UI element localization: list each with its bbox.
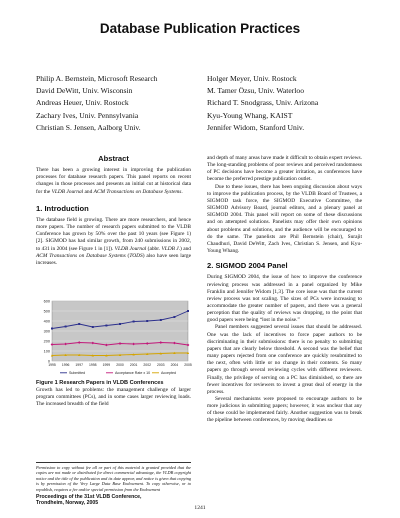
author: Kyu-Young Whang, KAIST <box>207 110 293 120</box>
data-point <box>133 321 135 323</box>
data-point <box>65 326 67 328</box>
author: Philip A. Bernstein, Microsoft Research <box>36 74 158 83</box>
author: Zachary Ives, Univ. Pennsylvania <box>36 110 139 120</box>
author: Christian S. Jensen, Aalborg Univ. <box>36 122 141 132</box>
legend-label: Submitted <box>69 371 86 375</box>
data-point <box>187 310 189 312</box>
x-tick-label: 2000 <box>116 363 124 367</box>
permission-text: Permission to copy without fee all or part of this material is granted provided that the copies are not made or distributed for direct commercial advantage, the VLDB copyright notice and the title of the publication and its date appear, and notice is given that copying is by permission of the Very Large Data Base Endowment. To copy otherwise, or to republish, requires a fee and/or special permission from the Endowment <box>36 465 191 492</box>
authors-right <box>207 73 318 134</box>
x-tick-label: 2003 <box>157 363 165 367</box>
body-paragraph: During SIGMOD 2004, the issue of how to improve the conference reviewing process was addressed in a panel organized by Mike Franklin and Jennifer Widom [1,3]. The core issue was that the current review process was not scaling. The sizes of PCs were increasing to accommodate the greater number of papers, and there was a general perception that the quality of reviews was dropping, to the point that good papers were being “lost in the noise.” <box>207 274 362 324</box>
abstract-text: There has been a growing interest in improving the publication processes for database research papers. This panel reports on recent changes in those processes and presents an initial cut at historical data for the VLDB Journal and ACM Transactions on Database Systems. <box>36 167 191 195</box>
body-paragraph: and depth of many areas have made it difficult to obtain expert reviews. The long-standing problems of poor reviews and perceived randomness of PC decisions have become a greater irritation, as conferences have become the preferred prestige publication outlet. <box>207 155 362 183</box>
author: Richard T. Snodgrass, Univ. Arizona <box>207 98 319 108</box>
x-tick-label: 1996 <box>61 363 70 367</box>
body-text: Growth has led to problems: the management challenge of larger program committees (PCs), and in some cases larger reviewing loads. The increased breadth of the field <box>36 387 191 408</box>
y-tick-label: 600 <box>43 299 50 304</box>
y-tick-label: 300 <box>43 329 50 334</box>
y-tick-label: 100 <box>43 349 50 354</box>
authors-left <box>36 73 157 134</box>
x-tick-label: 1998 <box>89 363 97 367</box>
x-tick-label: 2004 <box>170 363 179 367</box>
body-paragraph: Several mechanisms were proposed to encourage authors to be more judicious in submitting papers; however, it was unclear that any of these could be implemented fairly. Another suggestion was to break the pipeline between conferences, by moving deadlines so <box>207 396 362 424</box>
data-point <box>160 319 162 321</box>
location-line: Trondheim, Norway, 2005 <box>36 500 99 507</box>
abstract-heading: Abstract <box>98 154 129 163</box>
data-point <box>146 320 148 322</box>
x-tick-label: 1995 <box>48 363 56 367</box>
y-tick-label: 400 <box>43 319 50 324</box>
x-tick-label: 1997 <box>75 363 83 367</box>
y-tick-label: 200 <box>43 339 50 344</box>
data-point <box>92 326 94 328</box>
figure-1-chart <box>36 298 192 378</box>
y-tick-label: 0 <box>47 359 50 364</box>
data-point <box>51 328 53 330</box>
left-column <box>36 155 191 267</box>
data-point <box>105 325 107 327</box>
x-tick-label: 2002 <box>143 363 151 367</box>
author: Andreas Heuer, Univ. Rostock <box>36 98 129 108</box>
author: Holger Meyer, Univ. Rostock <box>207 74 297 83</box>
figure-caption: Figure 1 Research Papers in VLDB Conferences <box>36 380 164 386</box>
x-tick-label: 1999 <box>102 363 111 367</box>
author: M. Tamer Özsu, Univ. Waterloo <box>207 86 304 96</box>
x-tick-label: 2001 <box>129 363 138 367</box>
body-paragraph: Due to these issues, there has been ongoing discussion about ways to improve the publication process, by the VLDB Board of Trustees, a SIGMOD task force, the SIGMOD Executive Committee, the SIGMOD Advisory Board, journal editors, and a plenary panel at SIGMOD 2004. This panel will report on some of these discussions and on attempted solutions. Panelists may offer their own opinions about problems and solutions, and the audience will be encouraged to do the same. The panelists are Phil Bernstein (chair), Surajit Chaudhuri, David DeWitt, Zach Ives, Christian S. Jensen, and Kyu-Young Whang. <box>207 183 362 255</box>
legend-label: Acceptance Rate x 10 <box>115 371 151 375</box>
data-point <box>78 323 80 325</box>
paper-title: Database Publication Practices <box>99 21 301 36</box>
x-tick-label: 2005 <box>184 363 192 367</box>
legend-label: Accepted <box>161 371 176 375</box>
left-column-lower <box>36 380 191 409</box>
right-column <box>207 155 362 425</box>
section-2-heading: 2. SIGMOD 2004 Panel <box>207 261 288 271</box>
intro-text: The database field is growing. There are more researchers, and hence more papers. The number of research papers submitted to the VLDB Conference has grown by 50% over the past 10 years (see Figure 1) [2]. SIGMOD has had similar growth, from 240 submissions in 2002, to 431 in 2004 (see Figure 1 in [1]). VLDB Journal (abbr. VLDB J.) and ACM Transactions on Database Systems (TODS) also have seen large increases. <box>36 216 191 266</box>
copyright-footnote <box>36 462 191 507</box>
page-number: 1241 <box>194 505 206 511</box>
data-point <box>119 323 121 325</box>
proceedings-line: Proceedings of the 31st VLDB Conference, <box>36 494 142 501</box>
intro-heading: 1. Introduction <box>36 203 89 213</box>
author: David DeWitt, Univ. Wisconsin <box>36 86 133 96</box>
data-point <box>173 316 175 318</box>
y-tick-label: 500 <box>43 309 50 314</box>
author: Jennifer Widom, Stanford Univ. <box>207 122 305 132</box>
body-paragraph: Panel members suggested several issues that should be addressed. One was the lack of incentives to force paper authors to be discriminating in their submissions: there is no penalty to submitting papers that are clearly below threshold. A second was the belief that many papers rejected from one conference are quickly resubmitted to the next, often with little or no change in their contents. So many papers go through several reviewing cycles with different reviewers. Finally, the privilege of serving on a PC has diminished, so there are fewer incentives for reviewers to invest a great deal of energy in the process. <box>207 324 362 395</box>
